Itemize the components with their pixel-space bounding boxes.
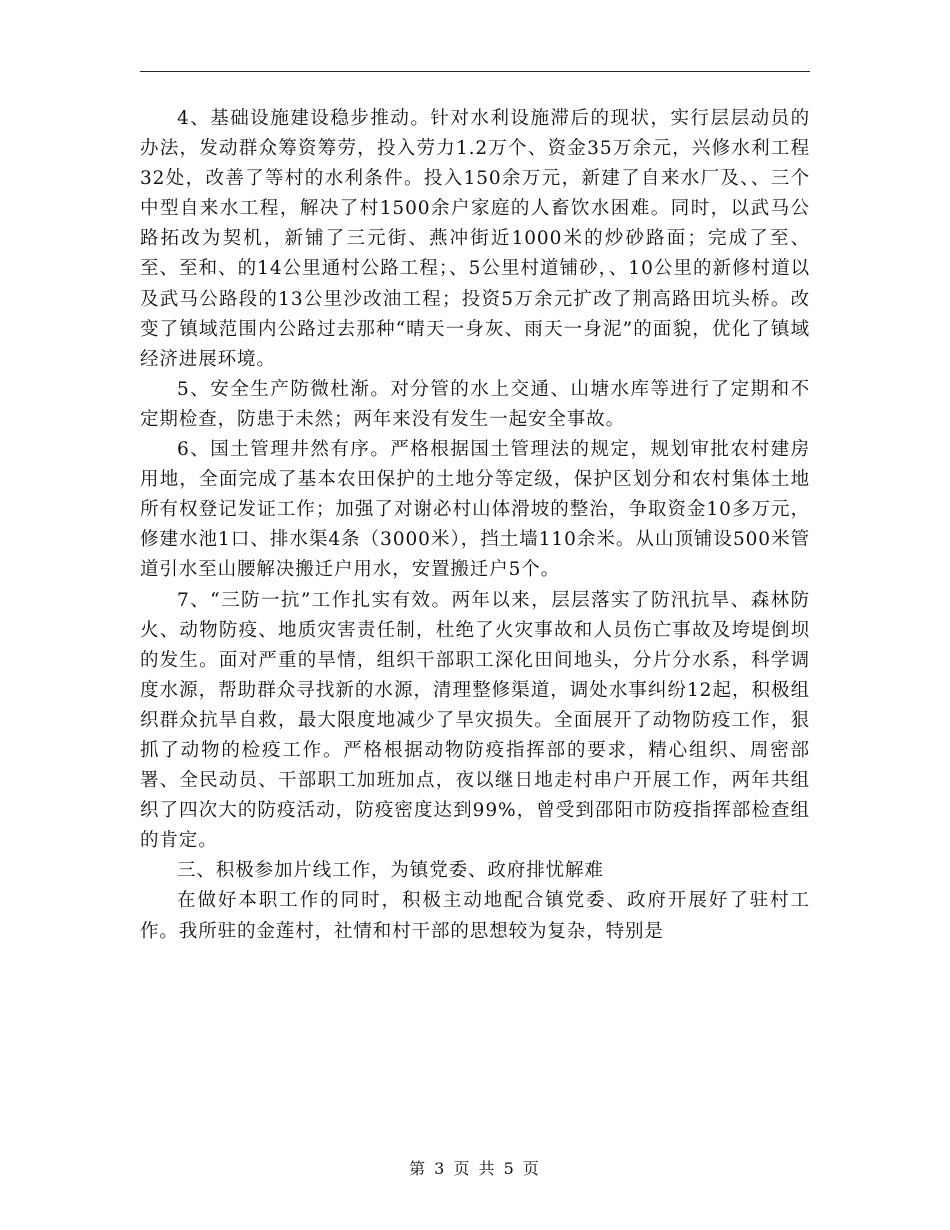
paragraph-disaster-prevention: 7、“三防一抗”工作扎实有效。两年以来，层层落实了防汛抗旱、森林防火、动物防疫、地质灾害责任制，杜绝了火灾事故和人员伤亡事故及垮堤倒坝的发生。面对严重的旱情，组织干部职工深化田间地头，分片分水系，科学调度水源，帮助群众寻找新的水源，清理整修渠道，调处水事纠纷12起，积极组织群众抗旱自救，最大限度地减少了旱灾损失。全面展开了动物防疫工作，狠抓了动物的检疫工作。严格根据动物防疫指挥部的要求，精心组织、周密部署、全民动员、干部职工加班加点，夜以继日地走村串户开展工作，两年共组织了四次大的防疫活动，防疫密度达到99%，曾受到邵阳市防疫指挥部检查组的肯定。 <box>140 589 810 852</box>
paragraph-safety-production: 5、安全生产防微杜渐。对分管的水上交通、山塘水库等进行了定期和不定期检查，防患于未然；两年来没有发生一起安全事故。 <box>140 378 810 430</box>
document-body <box>140 104 810 947</box>
header-rule <box>140 71 810 72</box>
section-heading-3: 三、积极参加片线工作，为镇党委、政府排忧解难 <box>177 860 604 882</box>
paragraph-land-management: 6、国土管理井然有序。严格根据国土管理法的规定，规划审批农村建房用地，全面完成了基本农田保护的土地分等定级，保护区划分和农村集体土地所有权登记发证工作；加强了对谢必村山体滑坡的整治，争取资金10多万元，修建水池1口、排水渠4条（3000米），挡土墙110余米。从山顶铺设500米管道引水至山腰解决搬迁户用水，安置搬迁户5个。 <box>140 439 810 581</box>
paragraph-infrastructure: 4、基础设施建设稳步推动。针对水利设施滞后的现状，实行层层动员的办法，发动群众筹资筹劳，投入劳力1.2万个、资金35万余元，兴修水利工程32处，改善了等村的水利条件。投入150余万元，新建了自来水厂及、、三个中型自来水工程，解决了村1500余户家庭的人畜饮水困难。同时，以武马公路拓改为契机，新铺了三元街、燕冲街近1000米的炒砂路面；完成了至、至、至和、的14公里通村公路工程；、5公里村道铺砂，、10公里的新修村道以及武马公路段的13公里沙改油工程；投资5万余元扩改了荆高路田坑头桥。改变了镇域范围内公路过去那种“晴天一身灰、雨天一身泥”的面貌，优化了镇域经济进展环境。 <box>140 108 810 370</box>
page-number-footer: 第 3 页 共 5 页 <box>409 1159 541 1178</box>
paragraph-village-work: 在做好本职工作的同时，积极主动地配合镇党委、政府开展好了驻村工作。我所驻的金莲村，社情和村干部的思想较为复杂，特别是 <box>140 890 810 942</box>
